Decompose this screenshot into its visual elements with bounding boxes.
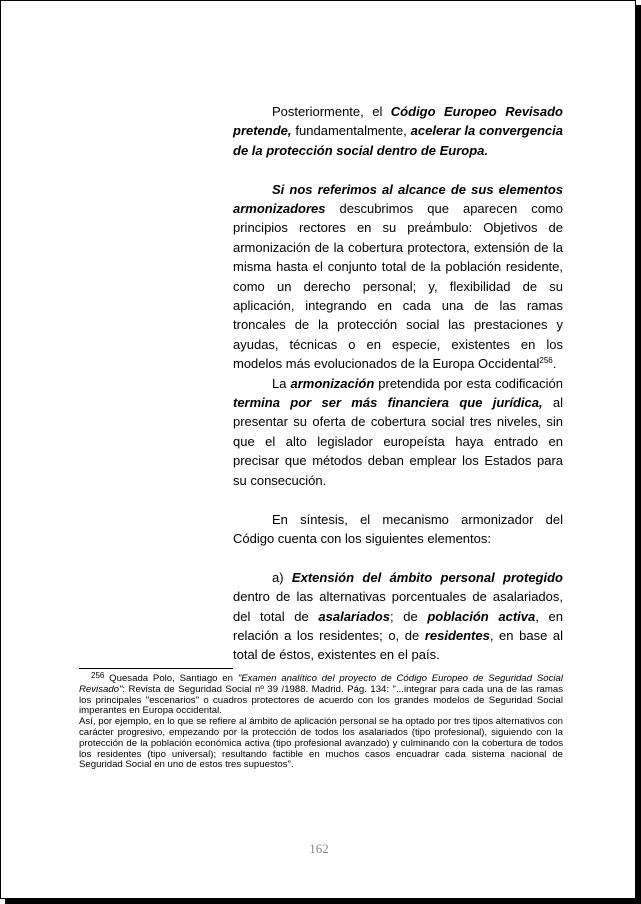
emphasis-run: población activa xyxy=(427,608,536,624)
emphasis-run: asalariados xyxy=(318,608,390,624)
paragraph-1 xyxy=(233,102,563,160)
text-run: En síntesis, el mecanismo armonizador del Código cuenta con los siguientes elementos: xyxy=(233,511,563,546)
text-run: La xyxy=(272,375,291,391)
footnote-paragraph-2 xyxy=(79,717,563,771)
cited-title: "Examen analítico del proyecto de Código Europeo de Seguridad Social Revisado" xyxy=(79,673,563,695)
text-run: Quesada Polo, Santiago en xyxy=(104,673,238,684)
emphasis-run: Si nos referimos al alcance de sus elementos armonizadores xyxy=(233,181,563,217)
paragraph-gap xyxy=(233,160,563,179)
page-shadow-right xyxy=(636,5,641,904)
text-run: , en relación a los residentes; o, de xyxy=(233,608,564,643)
emphasis-run: termina por ser más financiera que jurídica, xyxy=(233,395,543,411)
text-run: , en base al total de éstos, existentes en el país. xyxy=(233,627,564,663)
emphasis-run: residentes xyxy=(424,627,490,643)
body-text xyxy=(233,102,563,665)
paragraph-5 xyxy=(233,568,563,665)
footnote-paragraph-1 xyxy=(79,671,563,717)
emphasis-run: acelerar la convergencia de la protección social dentro de Europa. xyxy=(233,123,563,158)
page-shadow-bottom xyxy=(5,899,641,904)
paragraph-gap xyxy=(233,490,563,509)
text-run: . xyxy=(552,356,557,372)
emphasis-run: Extensión del ámbito personal protegido xyxy=(291,569,563,585)
emphasis-run: Código Europeo Revisado pretende, xyxy=(233,104,563,139)
text-run: dentro de las alternativas porcentuales de asalariados, del total de xyxy=(233,589,563,624)
page-number: 162 xyxy=(309,841,329,856)
footnote-reference[interactable]: 256 xyxy=(539,356,553,366)
text-run: al presentar su oferta de cobertura social tres niveles, sin que el alto legislador europeísta haya entrado en precisar que métodos deban emplear los Estados para su consecución. xyxy=(233,395,564,488)
paragraph-gap xyxy=(233,548,563,567)
footnote-separator xyxy=(79,668,233,669)
text-run: descubrimos que aparecen como principios rectores en su preámbulo: Objetivos de armonización de la cobertura protectora, extensión de la misma hasta el conjunto total de la población residente, como un derecho personal; y, flexibilidad de su aplicación, integrando en cada una de las ramas troncales de la protección social las prestaciones y ayudas, técnicas o en especie, existentes en los modelos más evolucionados de la Europa Occidental xyxy=(233,201,563,372)
text-run: ; de xyxy=(389,608,428,624)
text-run: pretendida por esta codificación xyxy=(374,375,563,391)
text-run: Así, por ejemplo, en lo que se refiere al ámbito de aplicación personal se ha optado por tres tipos alternativos con carácter progresivo, empezando por la protección de todos los asalariados (tipo profesional), siguiendo con la protección de la población económica activa (tipo profesional avanzado) y culminando con la cobertura de todos los residentes (tipo universal); resultando factible en muchos casos encuadrar cada sistema nacional de Seguridad Social en uno de estos tres supuestos". xyxy=(79,716,563,771)
footnote-number: 256 xyxy=(91,671,105,680)
paragraph-3 xyxy=(233,374,563,490)
paragraph-4 xyxy=(233,510,563,549)
text-run: : Revista de Seguridad Social nº 39 /1988. Madrid. Pág. 134: "...integrar para cada una de las ramas los principales "escenarios" o cuadros protectores de acuerdo con los grandes modelos de Seguridad Social imperantes en Europa occidental. xyxy=(79,683,563,717)
paragraph-2 xyxy=(233,180,563,374)
text-run: a) xyxy=(272,569,292,585)
footnote xyxy=(79,671,563,771)
emphasis-run: armonización xyxy=(290,375,375,391)
text-run: fundamentalmente, xyxy=(291,123,411,139)
text-run: Posteriormente, el xyxy=(272,104,391,119)
